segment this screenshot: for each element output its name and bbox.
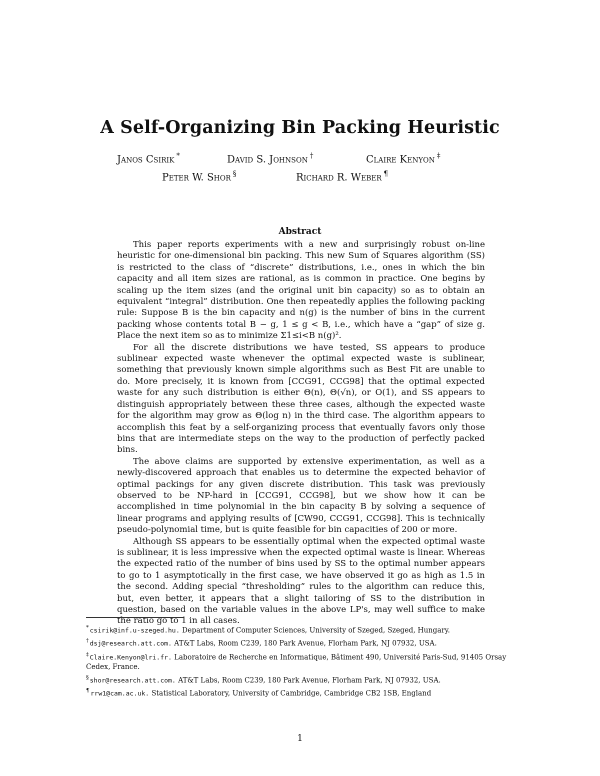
- footnote-mark: ‡: [86, 651, 89, 658]
- footnote: [86, 686, 522, 698]
- footnote-text: AT&T Labs, Room C239, 180 Park Avenue, Florham Park, NJ 07932, USA.: [178, 676, 441, 685]
- footnote: [86, 623, 522, 635]
- paper-title: A Self-Organizing Bin Packing Heuristic: [100, 118, 500, 138]
- footnote-text: Statistical Laboratory, University of Cambridge, Cambridge CB2 1SB, England: [151, 689, 432, 698]
- footnote: [86, 673, 522, 685]
- abstract-heading: Abstract: [278, 227, 322, 237]
- footnote-mark: †: [86, 638, 89, 645]
- author-mark: ¶: [383, 170, 389, 178]
- author-name: Janos Csirik: [117, 154, 175, 166]
- footnote-email[interactable]: csirik@inf.u-szeged.hu.: [89, 626, 180, 635]
- footnote-email[interactable]: Claire.Kenyon@lri.fr.: [89, 652, 172, 661]
- author-mark: ‡: [436, 152, 441, 160]
- footnotes: [86, 623, 522, 700]
- abstract-paragraph: Although SS appears to be essentially optimal when the expected optimal waste is sublinear, it is less impressive when the expected optimal waste is linear. Whereas the expected ratio of the number of bins used by SS to the optimal number appears to go to 1 asymptotically in the first case, we have observed it go as high as 1.5 in the second. Adding special “thresholding” rules to the algorithm can reduce this, but, even better, it appears that a slight tailoring of SS to the distribution in question, based on the variable values in the above LP's, may well suffice to make the ratio go to 1 in all cases.: [117, 536, 485, 627]
- footnote-text: Department of Computer Sciences, University of Szeged, Szeged, Hungary.: [182, 626, 451, 635]
- author-mark: †: [309, 152, 314, 160]
- footnote-mark: *: [86, 625, 89, 631]
- author-mark: §: [232, 170, 237, 178]
- page-number: 1: [297, 734, 303, 744]
- author-name: David S. Johnson: [227, 154, 308, 166]
- footnote-text: Laboratoire de Recherche en Informatique, Bâtiment 490, Université Paris-Sud, 91405 Orsay Cedex, France.: [86, 652, 507, 671]
- footnote-text: AT&T Labs, Room C239, 180 Park Avenue, Florham Park, NJ 07932, USA.: [174, 639, 437, 648]
- author-name: Peter W. Shor: [162, 172, 231, 184]
- author-name: Claire Kenyon: [366, 154, 435, 166]
- abstract-paragraph: The above claims are supported by extensive experimentation, as well as a newly-discovered approach that enables us to determine the expected behavior of optimal packings for any given discrete distribution. This task was previously observed to be NP-hard in [CCG91, CCG98], but we show how it can be accomplished in time polynomial in the bin capacity B by solving a sequence of linear programs and applying results of [CW90, CCG91, CCG98]. This is technically pseudo-polynomial time, but is quite feasible for bin capacities of 200 or more.: [117, 456, 485, 536]
- footnote-mark: §: [86, 674, 89, 681]
- author-weber: [296, 170, 388, 183]
- author-johnson: [227, 152, 313, 165]
- footnote-email[interactable]: dsj@research.att.com.: [89, 639, 172, 648]
- footnote-mark: ¶: [86, 688, 90, 695]
- author-csirik: [117, 152, 180, 165]
- abstract-paragraph: For all the discrete distributions we have tested, SS appears to produce sublinear expected waste whenever the optimal expected waste is sublinear, something that previously known simple algorithms such as Best Fit are unable to do. More precisely, it is known from [CCG91, CCG98] that the optimal expected waste for any such distribution is either Θ(n), Θ(√n), or O(1), and SS appears to distinguish appropriately between these three cases, although the expected waste for the algorithm may grow as Θ(log n) in the third case. The algorithm appears to accomplish this feat by a self-organizing process that eventually favors only those bins that are intermediate steps on the way to the production of perfectly packed bins.: [117, 342, 485, 456]
- footnote: [86, 650, 522, 672]
- footnote-email[interactable]: shor@research.att.com.: [89, 676, 176, 685]
- author-shor: [162, 170, 236, 183]
- footnote-email[interactable]: rrw1@cam.ac.uk.: [90, 689, 150, 698]
- abstract-paragraph: This paper reports experiments with a new and surprisingly robust on-line heuristic for one-dimensional bin packing. This new Sum of Squares algorithm (SS) is restricted to the class of “discrete” distributions, i.e., ones in which the bin capacity and all item sizes are rational, as is common in practice. One begins by scaling up the item sizes (and the original unit bin capacity) so as to obtain an equivalent “integral” distribution. One then repeatedly applies the following packing rule: Suppose B is the bin capacity and n(g) is the number of bins in the current packing whose contents total B − g, 1 ≤ g < B, i.e., which have a “gap” of size g. Place the next item so as to minimize Σ1≤i<B n(g)².: [117, 240, 485, 342]
- author-name: Richard R. Weber: [296, 172, 382, 184]
- author-mark: *: [176, 152, 180, 160]
- abstract-body: [117, 240, 485, 628]
- author-kenyon: [366, 152, 440, 165]
- footnote-divider: [86, 617, 184, 618]
- footnote: [86, 636, 522, 648]
